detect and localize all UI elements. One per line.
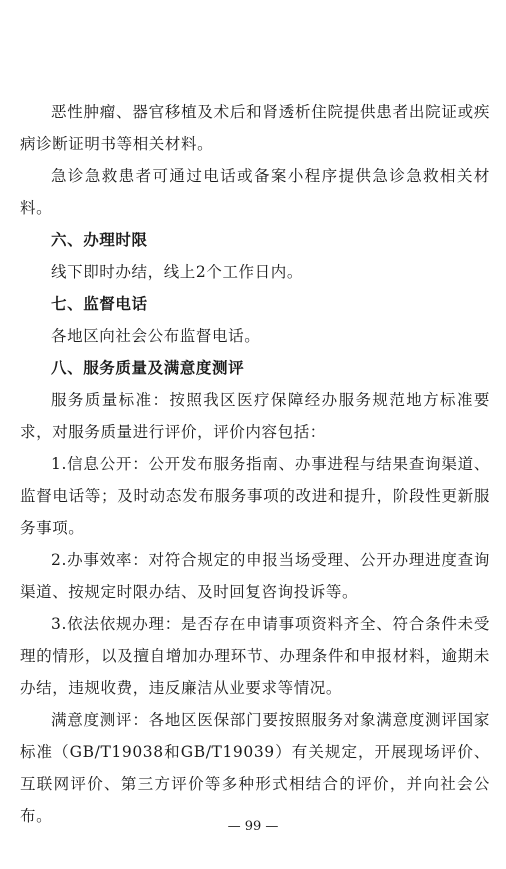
paragraph-emergency-materials: 急诊急救患者可通过电话或备案小程序提供急诊急救相关材料。 — [20, 167, 490, 217]
paragraph-information-disclosure: 1.信息公开：公开发布服务指南、办事进程与结果查询渠道、监督电话等；及时动态发布服务事项的改进和提升，阶段性更新服务事项。 — [20, 455, 490, 537]
paragraph-quality-standard: 服务质量标准：按照我区医疗保障经办服务规范地方标准要求，对服务质量进行评价，评价内容包括： — [20, 391, 490, 441]
paragraph-lawful-handling: 3.依法依规办理：是否存在申请事项资料齐全、符合条件未受理的情形，以及擅自增加办理环节、办理条件和申报材料，逾期未办结，违规收费，违反廉洁从业要求等情况。 — [20, 615, 490, 697]
paragraph-supervision-phone: 各地区向社会公布监督电话。 — [51, 327, 261, 345]
heading-supervision-phone: 七、监督电话 — [51, 295, 148, 313]
page-number: — 99 — — [227, 819, 279, 834]
paragraph-satisfaction-survey: 满意度测评：各地区医保部门要按照服务对象满意度测评国家标准（GB/T19038和GB/T19039）有关规定，开展现场评价、互联网评价、第三方评价等多种形式相结合的评价，并向社会公布。 — [20, 711, 490, 825]
heading-service-quality: 八、服务质量及满意度测评 — [51, 359, 245, 377]
paragraph-serious-illness-materials: 恶性肿瘤、器官移植及术后和肾透析住院提供患者出院证或疾病诊断证明书等相关材料。 — [20, 103, 490, 153]
heading-processing-time: 六、办理时限 — [51, 231, 148, 249]
paragraph-processing-time: 线下即时办结，线上2个工作日内。 — [51, 263, 303, 281]
document-body — [20, 96, 490, 832]
paragraph-efficiency: 2.办事效率：对符合规定的申报当场受理、公开办理进度查询渠道、按规定时限办结、及时回复咨询投诉等。 — [20, 551, 490, 601]
